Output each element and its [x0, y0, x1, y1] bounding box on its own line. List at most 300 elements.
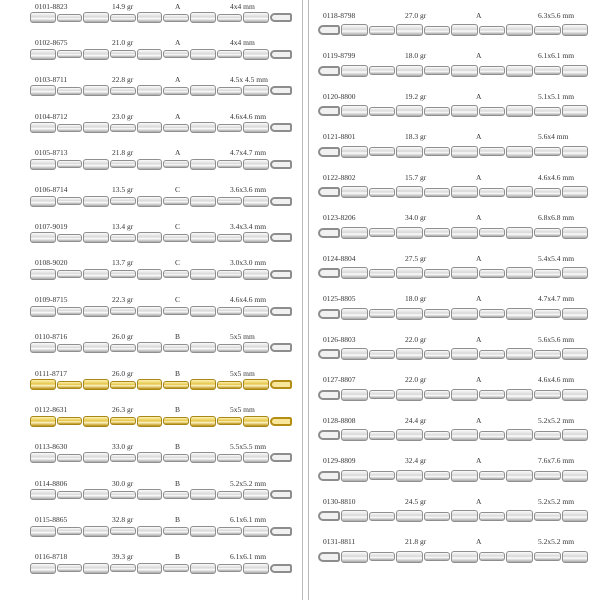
item-grade: A [175, 38, 181, 48]
chain-link [534, 107, 561, 116]
chain-image [318, 349, 588, 359]
item-grade: A [476, 132, 482, 141]
clasp-icon [318, 106, 340, 116]
chain-link [30, 232, 56, 243]
catalog-item [30, 365, 292, 402]
item-code: 0130-8810 [323, 496, 356, 506]
chain-link [369, 471, 396, 480]
item-info [30, 73, 292, 85]
chain-link [562, 470, 589, 482]
chain-link [30, 306, 56, 317]
chain-image [318, 25, 588, 35]
chain-link [369, 228, 396, 237]
chain-link [83, 196, 109, 207]
item-grade: A [476, 10, 482, 20]
catalog-item [30, 475, 292, 512]
item-size: 6.1x6.1 mm [230, 552, 267, 561]
clasp-icon [318, 430, 340, 440]
chain-link [396, 24, 423, 36]
chain-link [57, 344, 83, 352]
clasp-icon [318, 228, 340, 238]
item-weight: 21.8 gr [112, 148, 134, 158]
chain-link [341, 470, 368, 482]
item-size: 5x5 mm [230, 405, 255, 415]
chain-link [110, 160, 136, 168]
item-info [30, 330, 292, 342]
chain-link [163, 344, 189, 352]
item-grade: A [175, 74, 181, 84]
chain-link [243, 306, 269, 317]
chain-link [506, 348, 533, 360]
chain-link [506, 470, 533, 482]
item-grade: B [175, 478, 181, 488]
item-info [30, 220, 292, 232]
chain-link [506, 510, 533, 522]
catalog-item [30, 108, 292, 145]
chain-link [83, 122, 109, 133]
item-weight: 13.4 gr [112, 221, 134, 231]
item-size: 4.6x4.6 mm [538, 375, 575, 384]
chain-link [30, 342, 56, 353]
chain-link [369, 309, 396, 318]
chain-link [451, 510, 478, 522]
chain-link [424, 107, 451, 116]
chain-image [30, 343, 292, 352]
chain-link [30, 196, 56, 207]
item-size: 4.7x4.7 mm [230, 148, 267, 158]
chain-link [341, 227, 368, 239]
clasp-icon [318, 268, 340, 278]
chain-link [217, 307, 243, 315]
catalog-item [30, 218, 292, 255]
item-weight: 18.0 gr [405, 294, 427, 303]
clasp-icon [270, 380, 292, 389]
chain-link [479, 431, 506, 440]
chain-link [83, 12, 109, 23]
chain-link [534, 431, 561, 440]
item-code: 0121-8801 [323, 132, 356, 141]
item-weight: 15.7 gr [405, 172, 427, 182]
item-info [30, 551, 292, 563]
item-size: 4x4 mm [230, 1, 255, 11]
item-weight: 21.8 gr [405, 537, 427, 546]
chain-link [506, 429, 533, 441]
chain-link [341, 267, 368, 279]
chain-link [562, 227, 589, 239]
chain-link [243, 526, 269, 537]
chain-link [190, 49, 216, 60]
chain-link [506, 389, 533, 401]
chain-link [451, 65, 478, 77]
item-weight: 18.0 gr [405, 51, 427, 60]
chain-link [137, 563, 163, 574]
chain-link [506, 105, 533, 117]
chain-link [190, 416, 216, 427]
item-info [318, 252, 588, 264]
item-info [30, 0, 292, 12]
chain-link [562, 186, 589, 198]
chain-link [190, 342, 216, 353]
chain-image [30, 160, 292, 169]
item-code: 0105-8713 [35, 148, 68, 158]
chain-link [190, 232, 216, 243]
chain-link [110, 234, 136, 242]
chain-link [30, 49, 56, 60]
chain-link [369, 512, 396, 521]
item-code: 0127-8807 [323, 375, 356, 384]
chain-link [451, 429, 478, 441]
chain-link [110, 381, 136, 389]
clasp-icon [270, 453, 292, 462]
chain-link [163, 270, 189, 278]
catalog-item [30, 71, 292, 108]
item-code: 0110-8716 [35, 331, 68, 341]
chain-link [83, 85, 109, 96]
chain-link [110, 454, 136, 462]
chain-link [451, 186, 478, 198]
catalog-item [30, 292, 292, 329]
clasp-icon [270, 490, 292, 499]
chain-link [83, 342, 109, 353]
item-weight: 14.9 gr [112, 1, 134, 11]
chain-link [110, 527, 136, 535]
chain-link [217, 14, 243, 22]
item-grade: A [476, 213, 482, 222]
chain-image [318, 187, 588, 197]
chain-image [318, 471, 588, 481]
chain-link [424, 309, 451, 318]
item-grade: A [476, 334, 482, 344]
chain-link [534, 228, 561, 237]
chain-link [190, 196, 216, 207]
chain-link [137, 342, 163, 353]
item-grade: A [476, 537, 482, 546]
item-info [318, 495, 588, 507]
item-code: 0129-8809 [323, 456, 356, 465]
item-code: 0104-8712 [35, 111, 68, 121]
item-size: 4.5x 4.5 mm [230, 74, 268, 84]
chain-link [506, 65, 533, 77]
chain-link [57, 307, 83, 315]
chain-link [217, 160, 243, 168]
chain-link [396, 308, 423, 320]
item-size: 5.4x5.4 mm [538, 253, 575, 263]
left-column [30, 0, 292, 600]
chain-link [163, 307, 189, 315]
item-weight: 21.0 gr [112, 38, 134, 48]
chain-link [190, 12, 216, 23]
chain-link [163, 87, 189, 95]
chain-link [83, 526, 109, 537]
chain-image [30, 380, 292, 389]
item-size: 6.1x6.1 mm [538, 51, 575, 60]
chain-link [57, 454, 83, 462]
item-weight: 13.7 gr [112, 258, 134, 268]
clasp-icon [270, 160, 292, 169]
clasp-icon [270, 564, 292, 573]
item-code: 0113-8630 [35, 441, 68, 451]
item-info [318, 293, 588, 305]
item-info [30, 367, 292, 379]
item-size: 3.4x3.4 mm [230, 221, 267, 231]
chain-link [243, 489, 269, 500]
item-info [318, 9, 588, 21]
chain-link [562, 551, 589, 563]
item-weight: 26.3 gr [112, 405, 134, 415]
item-code: 0118-8798 [323, 10, 356, 20]
chain-link [534, 147, 561, 156]
chain-link [137, 122, 163, 133]
catalog-item [30, 328, 292, 365]
clasp-icon [270, 417, 292, 426]
item-code: 0106-8714 [35, 185, 68, 194]
chain-link [30, 526, 56, 537]
chain-link [562, 348, 589, 360]
catalog-item [318, 365, 588, 406]
chain-link [479, 471, 506, 480]
chain-link [369, 188, 396, 197]
item-code: 0107-9019 [35, 221, 68, 231]
chain-link [396, 470, 423, 482]
chain-image [30, 453, 292, 462]
chain-link [217, 527, 243, 535]
chain-link [534, 188, 561, 197]
chain-link [341, 186, 368, 198]
item-weight: 39.3 gr [112, 552, 134, 561]
item-weight: 32.8 gr [112, 515, 134, 525]
chain-image [318, 268, 588, 278]
chain-link [243, 342, 269, 353]
chain-link [369, 66, 396, 75]
clasp-icon [318, 187, 340, 197]
item-grade: A [476, 51, 482, 60]
chain-link [534, 552, 561, 561]
chain-link [369, 390, 396, 399]
chain-link [243, 379, 269, 390]
item-info [318, 374, 588, 386]
item-size: 3.6x3.6 mm [230, 185, 267, 194]
chain-link [137, 379, 163, 390]
chain-link [396, 186, 423, 198]
item-info [30, 110, 292, 122]
chain-link [243, 452, 269, 463]
item-size: 5x5 mm [230, 368, 255, 378]
item-code: 0126-8803 [323, 334, 356, 344]
item-grade: B [175, 515, 181, 525]
chain-link [396, 429, 423, 441]
chain-link [424, 188, 451, 197]
item-code: 0128-8808 [323, 415, 356, 425]
item-info [30, 477, 292, 489]
chain-image [30, 123, 292, 132]
chain-link [451, 267, 478, 279]
chain-link [506, 227, 533, 239]
item-code: 0101-8823 [35, 1, 68, 11]
catalog-item [318, 162, 588, 203]
chain-link [30, 269, 56, 280]
chain-link [163, 124, 189, 132]
item-size: 5.1x5.1 mm [538, 91, 575, 101]
chain-image [30, 527, 292, 536]
chain-link [217, 124, 243, 132]
item-size: 5.6x4 mm [538, 132, 569, 141]
item-grade: B [175, 552, 181, 561]
chain-link [479, 147, 506, 156]
chain-link [83, 49, 109, 60]
chain-link [83, 232, 109, 243]
item-code: 0111-8717 [35, 368, 67, 378]
item-size: 5.2x5.2 mm [538, 496, 575, 506]
chain-link [137, 306, 163, 317]
chain-link [57, 87, 83, 95]
item-grade: C [175, 295, 181, 305]
chain-link [110, 197, 136, 205]
item-weight: 22.0 gr [405, 334, 427, 344]
chain-link [562, 146, 589, 158]
chain-link [30, 489, 56, 500]
item-size: 5x5 mm [230, 331, 255, 341]
item-grade: A [476, 253, 482, 263]
chain-link [30, 159, 56, 170]
chain-link [190, 452, 216, 463]
chain-link [137, 12, 163, 23]
chain-link [57, 14, 83, 22]
chain-link [217, 50, 243, 58]
item-info [318, 536, 588, 548]
chain-link [163, 527, 189, 535]
chain-image [318, 430, 588, 440]
clasp-icon [270, 86, 292, 95]
catalog-item [318, 284, 588, 325]
chain-link [110, 307, 136, 315]
chain-link [137, 416, 163, 427]
chain-link [506, 308, 533, 320]
item-info [30, 514, 292, 526]
item-grade: A [175, 148, 181, 158]
item-info [318, 414, 588, 426]
chain-link [562, 308, 589, 320]
chain-link [190, 306, 216, 317]
chain-link [534, 512, 561, 521]
item-code: 0112-8631 [35, 405, 68, 415]
chain-link [57, 381, 83, 389]
chain-link [217, 234, 243, 242]
chain-link [57, 234, 83, 242]
item-grade: B [175, 331, 181, 341]
item-size: 4.6x4.6 mm [230, 295, 267, 305]
chain-link [243, 196, 269, 207]
chain-link [396, 510, 423, 522]
clasp-icon [270, 123, 292, 132]
item-size: 5.2x5.2 mm [538, 415, 575, 425]
chain-link [190, 526, 216, 537]
chain-link [83, 489, 109, 500]
chain-link [479, 269, 506, 278]
catalog-item [30, 35, 292, 72]
clasp-icon [318, 390, 340, 400]
chain-link [534, 350, 561, 359]
item-grade: A [476, 91, 482, 101]
item-info [318, 90, 588, 102]
chain-link [341, 105, 368, 117]
chain-link [243, 416, 269, 427]
chain-link [57, 197, 83, 205]
chain-link [190, 159, 216, 170]
chain-link [163, 491, 189, 499]
chain-image [30, 270, 292, 279]
item-grade: A [476, 496, 482, 506]
item-size: 6.1x6.1 mm [230, 515, 267, 525]
chain-link [451, 551, 478, 563]
chain-link [217, 454, 243, 462]
chain-image [30, 197, 292, 206]
chain-link [243, 12, 269, 23]
item-size: 5.6x5.6 mm [538, 334, 575, 344]
chain-link [451, 389, 478, 401]
chain-link [341, 65, 368, 77]
chain-link [424, 66, 451, 75]
item-code: 0109-8715 [35, 295, 68, 305]
clasp-icon [270, 343, 292, 352]
item-size: 6.3x5.6 mm [538, 10, 575, 20]
item-info [30, 184, 292, 196]
item-grade: B [175, 405, 181, 415]
item-weight: 27.0 gr [405, 10, 427, 20]
chain-link [30, 416, 56, 427]
chain-link [341, 429, 368, 441]
clasp-icon [270, 527, 292, 536]
item-weight: 13.5 gr [112, 185, 134, 194]
catalog-item [318, 446, 588, 487]
clasp-icon [318, 309, 340, 319]
chain-link [479, 350, 506, 359]
chain-link [562, 65, 589, 77]
chain-link [479, 512, 506, 521]
item-size: 4.6x4.6 mm [230, 111, 267, 121]
item-code: 0116-8718 [35, 552, 68, 561]
chain-link [534, 269, 561, 278]
item-info [318, 212, 588, 224]
chain-link [83, 416, 109, 427]
clasp-icon [270, 50, 292, 59]
item-grade: B [175, 441, 181, 451]
chain-link [190, 379, 216, 390]
chain-link [163, 14, 189, 22]
item-code: 0119-8799 [323, 51, 356, 60]
chain-link [163, 564, 189, 572]
clasp-icon [318, 25, 340, 35]
chain-link [341, 389, 368, 401]
item-code: 0131-8811 [323, 537, 356, 546]
chain-link [30, 563, 56, 574]
chain-link [506, 146, 533, 158]
item-grade: B [175, 368, 181, 378]
chain-link [217, 491, 243, 499]
chain-link [506, 186, 533, 198]
chain-link [110, 344, 136, 352]
chain-link [163, 50, 189, 58]
chain-link [110, 564, 136, 572]
clasp-icon [270, 270, 292, 279]
item-size: 4.7x4.7 mm [538, 294, 575, 303]
chain-link [369, 431, 396, 440]
catalog-item [318, 527, 588, 568]
chain-link [369, 552, 396, 561]
chain-link [562, 429, 589, 441]
chain-link [243, 85, 269, 96]
item-info [30, 294, 292, 306]
item-size: 3.0x3.0 mm [230, 258, 267, 268]
